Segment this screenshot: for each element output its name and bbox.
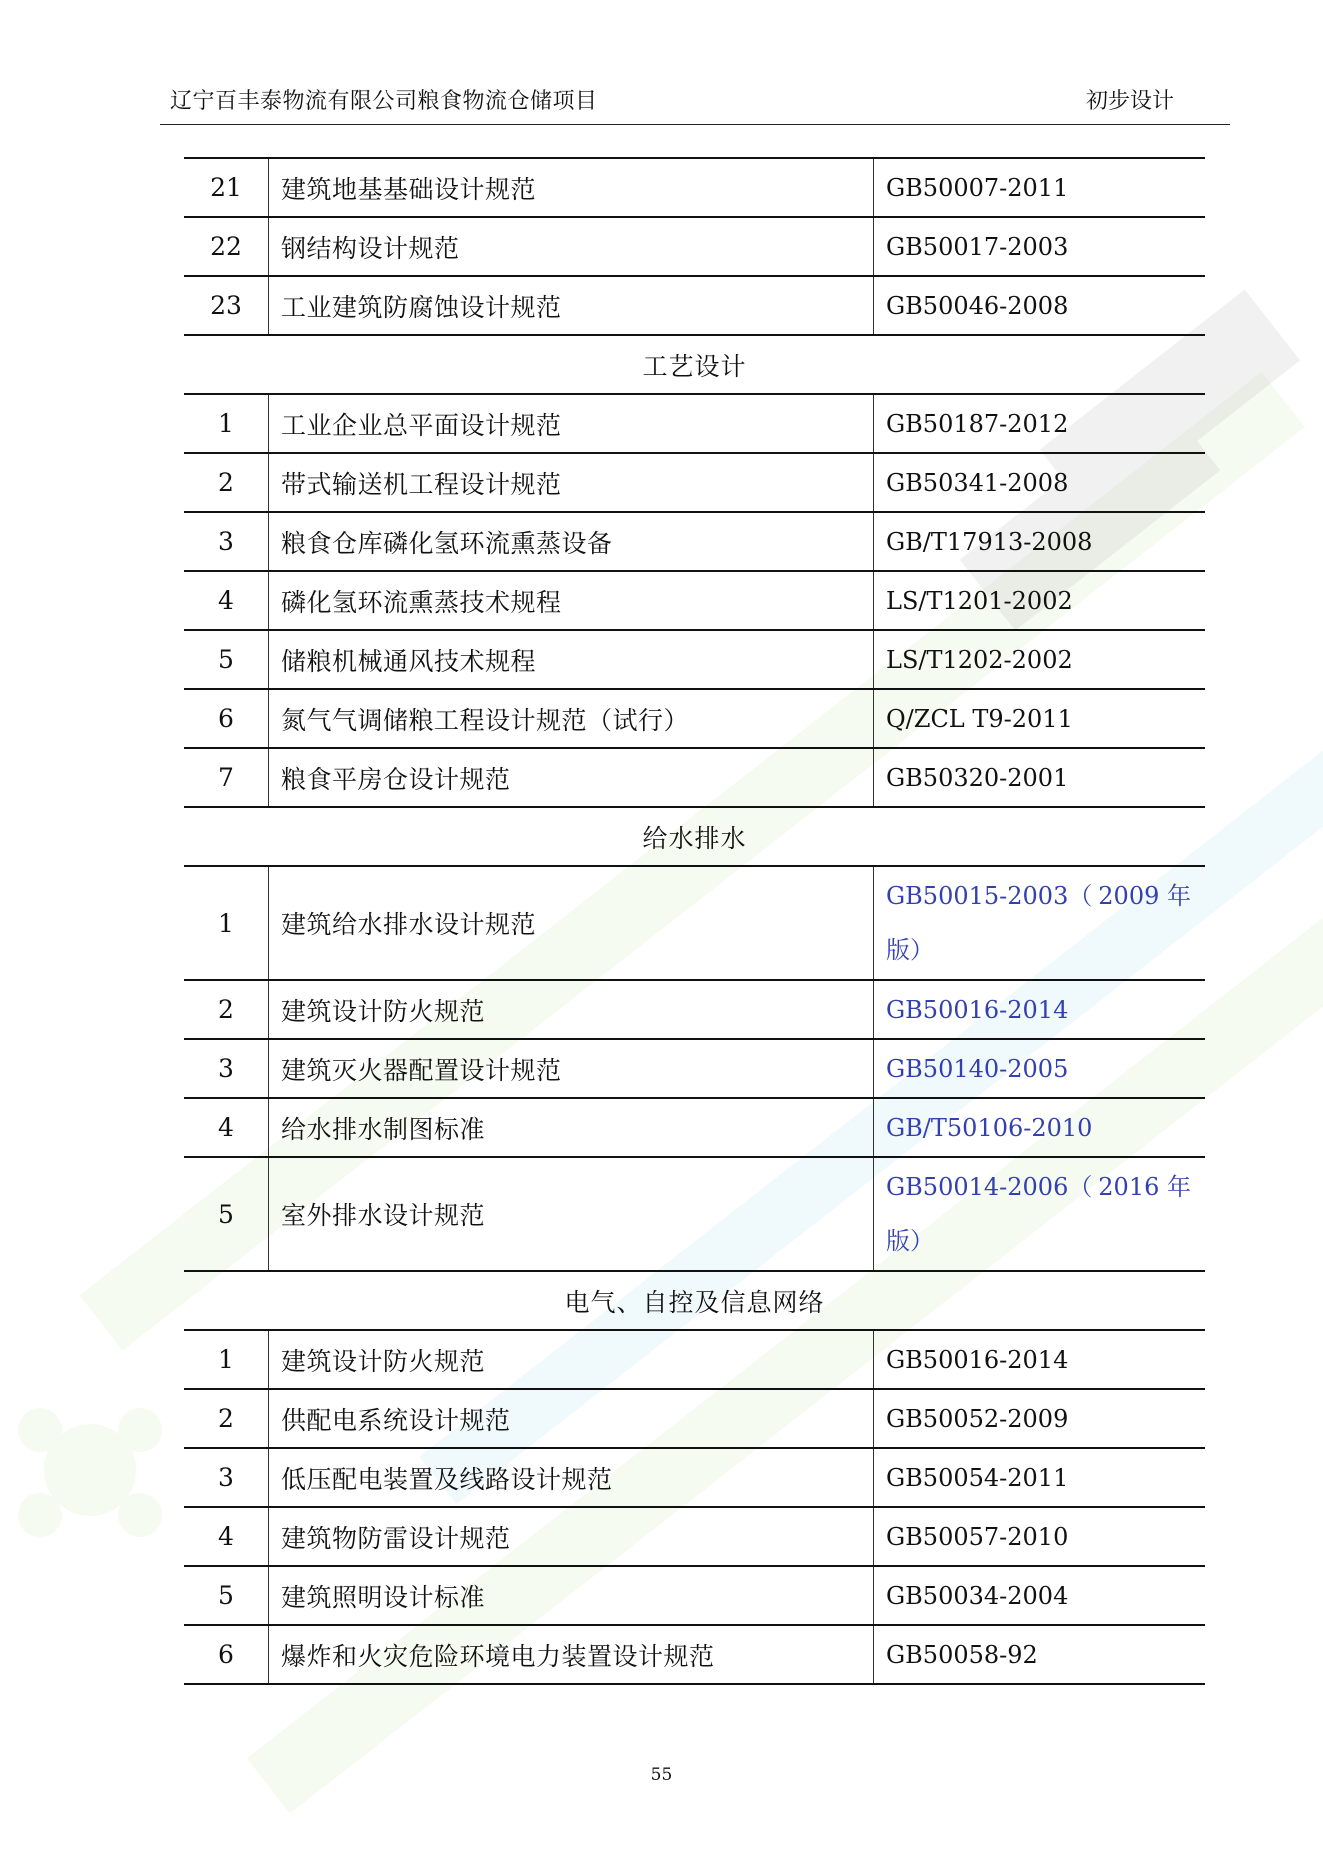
standard-name: 室外排水设计规范 xyxy=(269,1157,874,1271)
standard-code: GB50054-2011 xyxy=(874,1448,1206,1507)
row-number: 5 xyxy=(184,630,269,689)
table-row xyxy=(184,1098,1205,1157)
row-number: 2 xyxy=(184,980,269,1039)
standard-code: GB50341-2008 xyxy=(874,453,1206,512)
standard-code: GB50058-92 xyxy=(874,1625,1206,1684)
standard-name: 供配电系统设计规范 xyxy=(269,1389,874,1448)
table-row xyxy=(184,158,1205,217)
standard-code: GB50034-2004 xyxy=(874,1566,1206,1625)
table-row xyxy=(184,1039,1205,1098)
standard-name: 磷化氢环流熏蒸技术规程 xyxy=(269,571,874,630)
row-number: 4 xyxy=(184,1507,269,1566)
table-row xyxy=(184,1625,1205,1684)
standard-code: GB50016-2014 xyxy=(874,1330,1206,1389)
table-row xyxy=(184,980,1205,1039)
standard-code: GB50046-2008 xyxy=(874,276,1206,335)
standard-code-part: GB50014-2006（ xyxy=(886,1173,1093,1201)
standard-code: GB50007-2011 xyxy=(874,158,1206,217)
table-row xyxy=(184,866,1205,980)
table-row xyxy=(184,748,1205,807)
table-row xyxy=(184,453,1205,512)
table-row xyxy=(184,276,1205,335)
table-row xyxy=(184,630,1205,689)
row-number: 21 xyxy=(184,158,269,217)
table-row xyxy=(184,1157,1205,1271)
standard-code xyxy=(874,1157,1206,1271)
row-number: 5 xyxy=(184,1566,269,1625)
row-number: 3 xyxy=(184,512,269,571)
standard-name: 低压配电装置及线路设计规范 xyxy=(269,1448,874,1507)
standard-code: LS/T1202-2002 xyxy=(874,630,1206,689)
standard-code: GB50140-2005 xyxy=(874,1039,1206,1098)
row-number: 4 xyxy=(184,571,269,630)
standard-code-part: GB50015-2003（ xyxy=(886,882,1093,910)
row-number: 6 xyxy=(184,1625,269,1684)
row-number: 22 xyxy=(184,217,269,276)
standard-name: 给水排水制图标准 xyxy=(269,1098,874,1157)
standard-name: 建筑物防雷设计规范 xyxy=(269,1507,874,1566)
table-row xyxy=(184,394,1205,453)
page-header xyxy=(160,84,1230,125)
standards-table xyxy=(184,157,1205,1685)
standard-name: 储粮机械通风技术规程 xyxy=(269,630,874,689)
standard-name: 氮气气调储粮工程设计规范（试行） xyxy=(269,689,874,748)
header-project-title: 辽宁百丰泰物流有限公司粮食物流仓储项目 xyxy=(170,89,598,114)
standard-name: 爆炸和火灾危险环境电力装置设计规范 xyxy=(269,1625,874,1684)
row-number: 6 xyxy=(184,689,269,748)
standard-code-edition: 版） xyxy=(886,936,934,964)
page-number: 55 xyxy=(650,1765,673,1785)
standard-code: GB50016-2014 xyxy=(874,980,1206,1039)
standard-code-edition: 版） xyxy=(886,1227,934,1255)
table-row xyxy=(184,1330,1205,1389)
standard-code: GB50052-2009 xyxy=(874,1389,1206,1448)
section-row xyxy=(184,1271,1205,1330)
table-row xyxy=(184,1389,1205,1448)
standard-name: 工业企业总平面设计规范 xyxy=(269,394,874,453)
row-number: 3 xyxy=(184,1448,269,1507)
standard-code: GB50187-2012 xyxy=(874,394,1206,453)
row-number: 23 xyxy=(184,276,269,335)
row-number: 2 xyxy=(184,1389,269,1448)
table-row xyxy=(184,217,1205,276)
standard-name: 钢结构设计规范 xyxy=(269,217,874,276)
standard-code: GB50057-2010 xyxy=(874,1507,1206,1566)
standard-code: GB/T17913-2008 xyxy=(874,512,1206,571)
standard-name: 建筑灭火器配置设计规范 xyxy=(269,1039,874,1098)
standard-code: Q/ZCL T9-2011 xyxy=(874,689,1206,748)
standard-code xyxy=(874,866,1206,980)
standard-code-year: 2016 年 xyxy=(1098,1173,1191,1201)
row-number: 5 xyxy=(184,1157,269,1271)
standard-code-year: 2009 年 xyxy=(1098,882,1191,910)
standard-name: 建筑设计防火规范 xyxy=(269,980,874,1039)
section-row xyxy=(184,335,1205,394)
table-row xyxy=(184,689,1205,748)
standard-name: 带式输送机工程设计规范 xyxy=(269,453,874,512)
header-section-title: 初步设计 xyxy=(1085,89,1174,114)
table-row xyxy=(184,1448,1205,1507)
row-number: 4 xyxy=(184,1098,269,1157)
row-number: 2 xyxy=(184,453,269,512)
row-number: 1 xyxy=(184,866,269,980)
row-number: 3 xyxy=(184,1039,269,1098)
table-row xyxy=(184,1566,1205,1625)
standard-name: 工业建筑防腐蚀设计规范 xyxy=(269,276,874,335)
standard-name: 粮食平房仓设计规范 xyxy=(269,748,874,807)
standards-table-body xyxy=(184,158,1205,1684)
standard-name: 建筑地基基础设计规范 xyxy=(269,158,874,217)
section-title: 电气、自控及信息网络 xyxy=(184,1271,1205,1330)
standard-code: GB/T50106-2010 xyxy=(874,1098,1206,1157)
standard-code: GB50320-2001 xyxy=(874,748,1206,807)
section-title: 工艺设计 xyxy=(184,335,1205,394)
section-row xyxy=(184,807,1205,866)
table-row xyxy=(184,512,1205,571)
standard-name: 粮食仓库磷化氢环流熏蒸设备 xyxy=(269,512,874,571)
table-row xyxy=(184,1507,1205,1566)
standard-code: GB50017-2003 xyxy=(874,217,1206,276)
standard-code: LS/T1201-2002 xyxy=(874,571,1206,630)
table-row xyxy=(184,571,1205,630)
standard-name: 建筑照明设计标准 xyxy=(269,1566,874,1625)
row-number: 7 xyxy=(184,748,269,807)
row-number: 1 xyxy=(184,394,269,453)
section-title: 给水排水 xyxy=(184,807,1205,866)
row-number: 1 xyxy=(184,1330,269,1389)
standard-name: 建筑给水排水设计规范 xyxy=(269,866,874,980)
standard-name: 建筑设计防火规范 xyxy=(269,1330,874,1389)
